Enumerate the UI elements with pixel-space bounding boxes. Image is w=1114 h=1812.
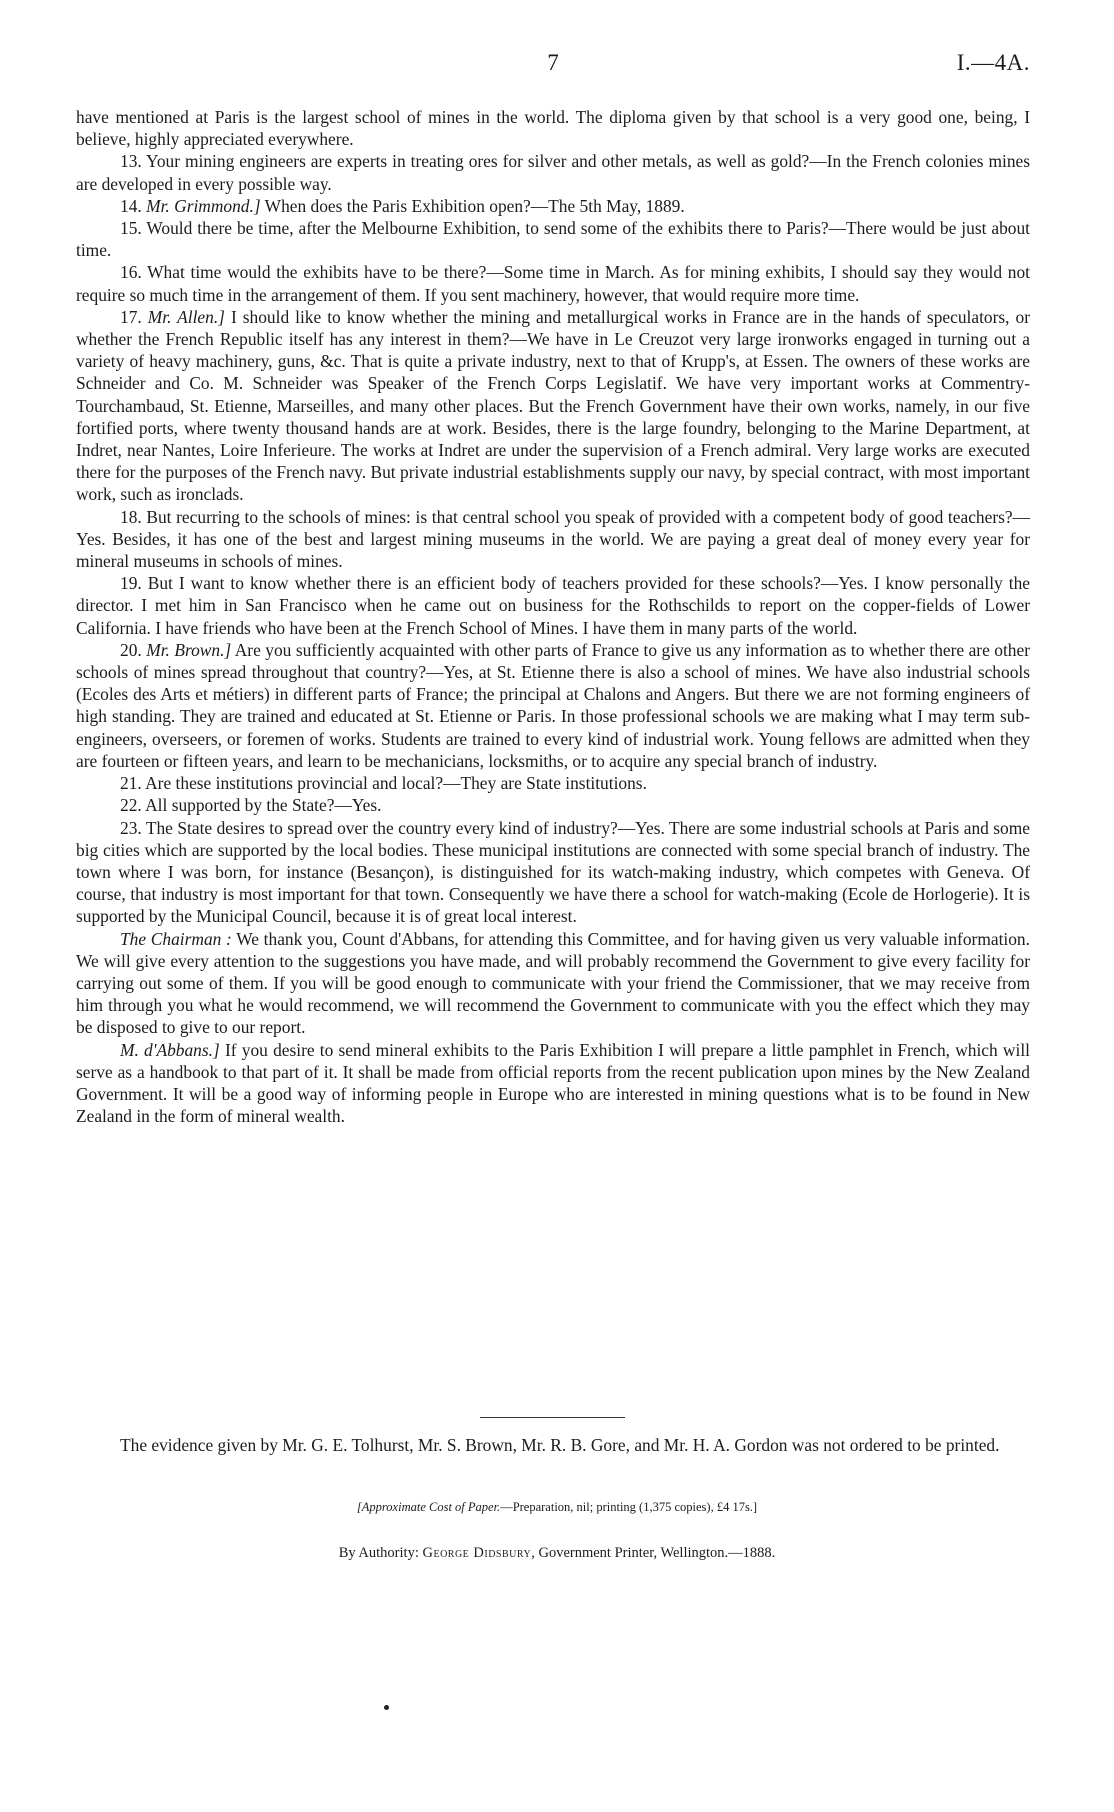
paragraph: 22. All supported by the State?—Yes. bbox=[120, 795, 382, 816]
section-divider bbox=[480, 1417, 625, 1418]
speaker-name: The Chairman : bbox=[120, 928, 232, 949]
paragraph: 20. Mr. Brown.] Are you sufficiently acquainted with other parts of France to give us any information as to whether there are other schools of mines spread throughout that country?—Yes, at St. Etienne there is also a school of mines. We have also industrial schools (Ecoles des Arts et métiers) in different parts of France; the principal at Chalons and Angers. But there we are not forming engineers of high standing. They are trained and educated at St. Etienne or Paris. In those professional schools we are making what I may term sub-engineers, overseers, or foremen of works. Students are trained to every kind of industrial work. Young fellows are admitted when they are fourteen or fifteen years, and learn to be mechanicians, locksmiths, or to acquire any special branch of industry. bbox=[76, 639, 1031, 771]
paper-code: I.—4A. bbox=[956, 50, 1030, 75]
paragraph: 17. Mr. Allen.] I should like to know whether the mining and metallurgical works in France are in the hands of speculators, or whether the French Republic itself has any interest in them?—We have in Le Creuzot very large ironworks engaged in turning out a variety of heavy machinery, guns, &c. That is quite a private industry, next to that of Krupp's, at Essen. The owners of these works are Schneider and Co. M. Schneider was Speaker of the French Corps Legislatif. We have very important works at Commentry-Tourchambaud, St. Etienne, Marseilles, and many other places. But the French Government have their own works, namely, in our five fortified ports, where twenty thousand hands are at work. Besides, there is the large foundry, belonging to the Marine Department, at Indret, near Nantes, Loire Inferieure. The works at Indret are under the supervision of a French admiral. Very large works are executed there for the purposes of the French navy. But private industrial establishments supply our navy, by special contract, with most important work, such as ironclads. bbox=[76, 306, 1030, 505]
paragraph: M. d'Abbans.] If you desire to send mineral exhibits to the Paris Exhibition I will prepare a little pamphlet in French, which will serve as a handbook to that part of it. It shall be made from official reports from the recent publication upon mines by the New Zealand Government. It will be a good way of informing people in Europe who are interested in mining questions what is to be found in New Zealand in the form of mineral wealth. bbox=[76, 1039, 1030, 1127]
paragraph: 15. Would there be time, after the Melbourne Exhibition, to send some of the exhibits there to Paris?—There would be just about time. bbox=[76, 218, 1030, 261]
paragraph: 23. The State desires to spread over the country every kind of industry?—Yes. There are some industrial schools at Paris and some big cities which are supported by the local bodies. These municipal institutions are connected with some special branch of industry. The town where I was born, for instance (Besançon), is distinguished for its watch-making industry, which competes with Geneva. Of course, that industry is most important for that town. Consequently we have there a school for watch-making (Ecole de Horlogerie). It is supported by the Municipal Council, because it is of great local interest. bbox=[76, 817, 1030, 927]
page-number: 7 bbox=[547, 50, 559, 75]
speaker-name: Mr. Brown.] bbox=[146, 639, 232, 660]
paragraph: 13. Your mining engineers are experts in treating ores for silver and other metals, as well as gold?—In the French colonies mines are developed in every possible way. bbox=[76, 151, 1030, 194]
print-speck bbox=[384, 1705, 389, 1710]
paragraph: The Chairman : We thank you, Count d'Abbans, for attending this Committee, and for having given us very valuable information. We will give every attention to the suggestions you have made, and will probably recommend the Government to give every facility for carrying out some of them. If you will be good enough to communicate with your friend the Commissioner, that we may receive from him through you what he would recommend, we will recommend the Government to communicate with you the effect which they may be disposed to give to our report. bbox=[76, 928, 1030, 1038]
paragraph: 14. Mr. Grimmond.] When does the Paris Exhibition open?—The 5th May, 1889. bbox=[120, 195, 685, 216]
closing-note: The evidence given by Mr. G. E. Tolhurst, Mr. S. Brown, Mr. R. B. Gore, and Mr. H. A. Gordon was not ordered to be printed. bbox=[120, 1435, 1000, 1455]
speaker-name: Mr. Grimmond.] bbox=[146, 195, 261, 216]
page-header bbox=[76, 50, 1030, 80]
paragraph: 18. But recurring to the schools of mines: is that central school you speak of provided with a competent body of good teachers?—Yes. Besides, it has one of the best and largest mining museums in the world. We are paying a great deal of money every year for mineral museums in schools of mines. bbox=[76, 506, 1030, 572]
paragraph: 21. Are these institutions provincial and local?—They are State institutions. bbox=[120, 773, 647, 794]
paragraph: have mentioned at Paris is the largest school of mines in the world. The diploma given by that school is a very good one, being, I believe, highly appreciated everywhere. bbox=[76, 107, 1030, 150]
speaker-name: M. d'Abbans.] bbox=[120, 1039, 220, 1060]
speaker-name: Mr. Allen.] bbox=[147, 306, 225, 327]
body-text bbox=[76, 106, 1030, 1127]
cost-note-label: [Approximate Cost of Paper. bbox=[356, 1500, 501, 1514]
printer-name: George Didsbury bbox=[422, 1545, 532, 1561]
printer-imprint: By Authority: George Didsbury, Government Printer, Wellington.—1888. bbox=[338, 1545, 776, 1561]
cost-note bbox=[0, 1500, 1114, 1515]
paragraph: 19. But I want to know whether there is an efficient body of teachers provided for these schools?—Yes. I know personally the director. I met him in San Francisco when he came out on business for the Rothschilds to report on the copper-fields of Lower California. I have friends who have been at the French School of Mines. I have them in many parts of the world. bbox=[76, 573, 1030, 638]
cost-note-value: —Preparation, nil; printing (1,375 copies), £4 17s.] bbox=[500, 1500, 758, 1514]
paragraph: 16. What time would the exhibits have to be there?—Some time in March. As for mining exhibits, I should say they would not require so much time in the arrangement of them. If you sent machinery, however, that would require more time. bbox=[76, 262, 1030, 305]
